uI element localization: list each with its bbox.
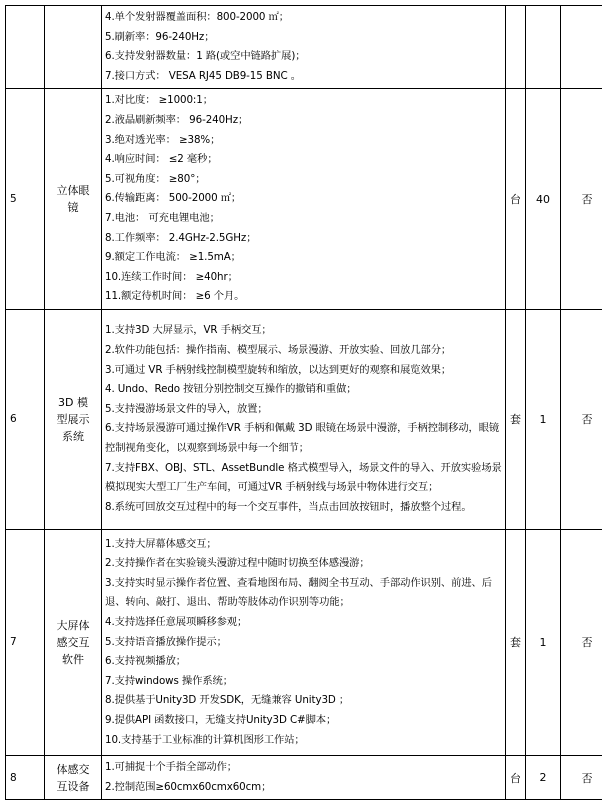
spec-line: 1.支持3D 大屏显示，VR 手柄交互； bbox=[105, 321, 502, 341]
quantity-cell bbox=[526, 6, 561, 89]
spec-cell bbox=[102, 529, 506, 755]
spec-line: 5.支持漫游场景文件的导入，放置； bbox=[105, 400, 502, 420]
unit-cell: 套 bbox=[506, 529, 526, 755]
imported-cell: 否 bbox=[561, 89, 602, 310]
spec-line: 8.工作频率： 2.4GHz-2.5GHz； bbox=[105, 229, 502, 249]
item-name-cell bbox=[45, 529, 102, 755]
item-name-cell bbox=[45, 89, 102, 310]
spec-line: 2.液晶刷新频率： 96-240Hz； bbox=[105, 111, 502, 131]
spec-line: 8.系统可回放交互过程中的每一个交互事件，当点击回放按钮时，播放整个过程。 bbox=[105, 498, 502, 518]
spec-line: 3.绝对透光率： ≥38%； bbox=[105, 131, 502, 151]
item-name-cell bbox=[45, 755, 102, 799]
spec-line: 4.支持选择任意展项瞬移参观； bbox=[105, 613, 502, 633]
item-name: 大屏体感交互软件 bbox=[54, 617, 92, 668]
spec-line: 1.支持大屏幕体感交互； bbox=[105, 535, 502, 555]
item-number-cell: 8 bbox=[6, 755, 45, 799]
table-row bbox=[6, 755, 602, 799]
spec-line: 5.刷新率：96-240Hz； bbox=[105, 28, 502, 48]
spec-line: 4.单个发射器覆盖面积：800-2000 ㎡； bbox=[105, 8, 502, 28]
imported-cell: 否 bbox=[561, 755, 602, 799]
quantity-cell: 1 bbox=[526, 309, 561, 529]
table-row bbox=[6, 309, 602, 529]
spec-line: 2.软件功能包括：操作指南、模型展示、场景漫游、开放实验、回放几部分； bbox=[105, 341, 502, 361]
spec-line: 6.支持场景漫游可通过操作VR 手柄和佩戴 3D 眼镜在场景中漫游，手柄控制移动，眼镜控制视角变化，以观察到场景中每一个细节； bbox=[105, 419, 502, 458]
spec-line: 3.支持实时显示操作者位置、查看地图布局、翻阅全书互动、手部动作识别、前进、后退、转向、敲打、退出、帮助等肢体动作识别等功能； bbox=[105, 574, 502, 613]
spec-line: 9.提供API 函数接口，无缝支持Unity3D C#脚本； bbox=[105, 711, 502, 731]
quantity-cell: 1 bbox=[526, 529, 561, 755]
unit-cell: 台 bbox=[506, 89, 526, 310]
table-row bbox=[6, 6, 602, 89]
spec-line: 5.可视角度： ≥80°； bbox=[105, 170, 502, 190]
spec-line: 2.控制范围≥60cmx60cmx60cm； bbox=[105, 778, 502, 798]
quantity-cell: 2 bbox=[526, 755, 561, 799]
spec-line: 6.传输距离： 500-2000 ㎡； bbox=[105, 189, 502, 209]
spec-line: 4.响应时间： ≤2 毫秒； bbox=[105, 150, 502, 170]
table-row bbox=[6, 529, 602, 755]
unit-cell: 台 bbox=[506, 755, 526, 799]
spec-line: 4. Undo、Redo 按钮分别控制交互操作的撤销和重做； bbox=[105, 380, 502, 400]
spec-line: 1.对比度： ≥1000:1； bbox=[105, 91, 502, 111]
imported-cell: 否 bbox=[561, 309, 602, 529]
item-name: 体感交互设备 bbox=[54, 761, 92, 795]
spec-cell bbox=[102, 755, 506, 799]
spec-line: 7.支持FBX、OBJ、STL、AssetBundle 格式模型导入，场景文件的导入、开放实验场景模拟现实大型工厂生产车间，可通过VR 手柄射线与场景中物体进行交互； bbox=[105, 459, 502, 498]
spec-cell bbox=[102, 309, 506, 529]
spec-line: 6.支持发射器数量：1 路(或空中链路扩展)； bbox=[105, 47, 502, 67]
table-body bbox=[6, 6, 602, 800]
spec-line: 10.连续工作时间： ≥40hr； bbox=[105, 268, 502, 288]
spec-line: 7.接口方式： VESA RJ45 DB9-15 BNC 。 bbox=[105, 67, 502, 87]
spec-line: 8.提供基于Unity3D 开发SDK，无缝兼容 Unity3D ； bbox=[105, 691, 502, 711]
quantity-cell: 40 bbox=[526, 89, 561, 310]
imported-cell: 否 bbox=[561, 529, 602, 755]
item-number-cell: 7 bbox=[6, 529, 45, 755]
spec-line: 6.支持视频播放； bbox=[105, 652, 502, 672]
unit-cell: 套 bbox=[506, 309, 526, 529]
item-name-cell bbox=[45, 309, 102, 529]
spec-cell bbox=[102, 6, 506, 89]
equipment-spec-table bbox=[5, 5, 602, 800]
spec-cell bbox=[102, 89, 506, 310]
item-number-cell bbox=[6, 6, 45, 89]
spec-line: 3.可通过 VR 手柄射线控制模型旋转和缩放，以达到更好的观察和展览效果； bbox=[105, 361, 502, 381]
spec-line: 10.支持基于工业标准的计算机图形工作站； bbox=[105, 731, 502, 751]
spec-line: 11.额定待机时间： ≥6 个月。 bbox=[105, 287, 502, 307]
item-name: 3D 模型展示系统 bbox=[54, 394, 92, 445]
spec-line: 9.额定工作电流： ≥1.5mA； bbox=[105, 248, 502, 268]
spec-line: 5.支持语音播放操作提示； bbox=[105, 633, 502, 653]
item-number-cell: 5 bbox=[6, 89, 45, 310]
spec-line: 7.支持windows 操作系统； bbox=[105, 672, 502, 692]
item-name: 立体眼镜 bbox=[54, 182, 92, 216]
spec-line: 1.可捕捉十个手指全部动作； bbox=[105, 758, 502, 778]
table-row bbox=[6, 89, 602, 310]
imported-cell bbox=[561, 6, 602, 89]
item-number-cell: 6 bbox=[6, 309, 45, 529]
spec-line: 7.电池： 可充电锂电池； bbox=[105, 209, 502, 229]
unit-cell bbox=[506, 6, 526, 89]
item-name-cell bbox=[45, 6, 102, 89]
spec-line: 2.支持操作者在实验镜头漫游过程中随时切换至体感漫游； bbox=[105, 554, 502, 574]
